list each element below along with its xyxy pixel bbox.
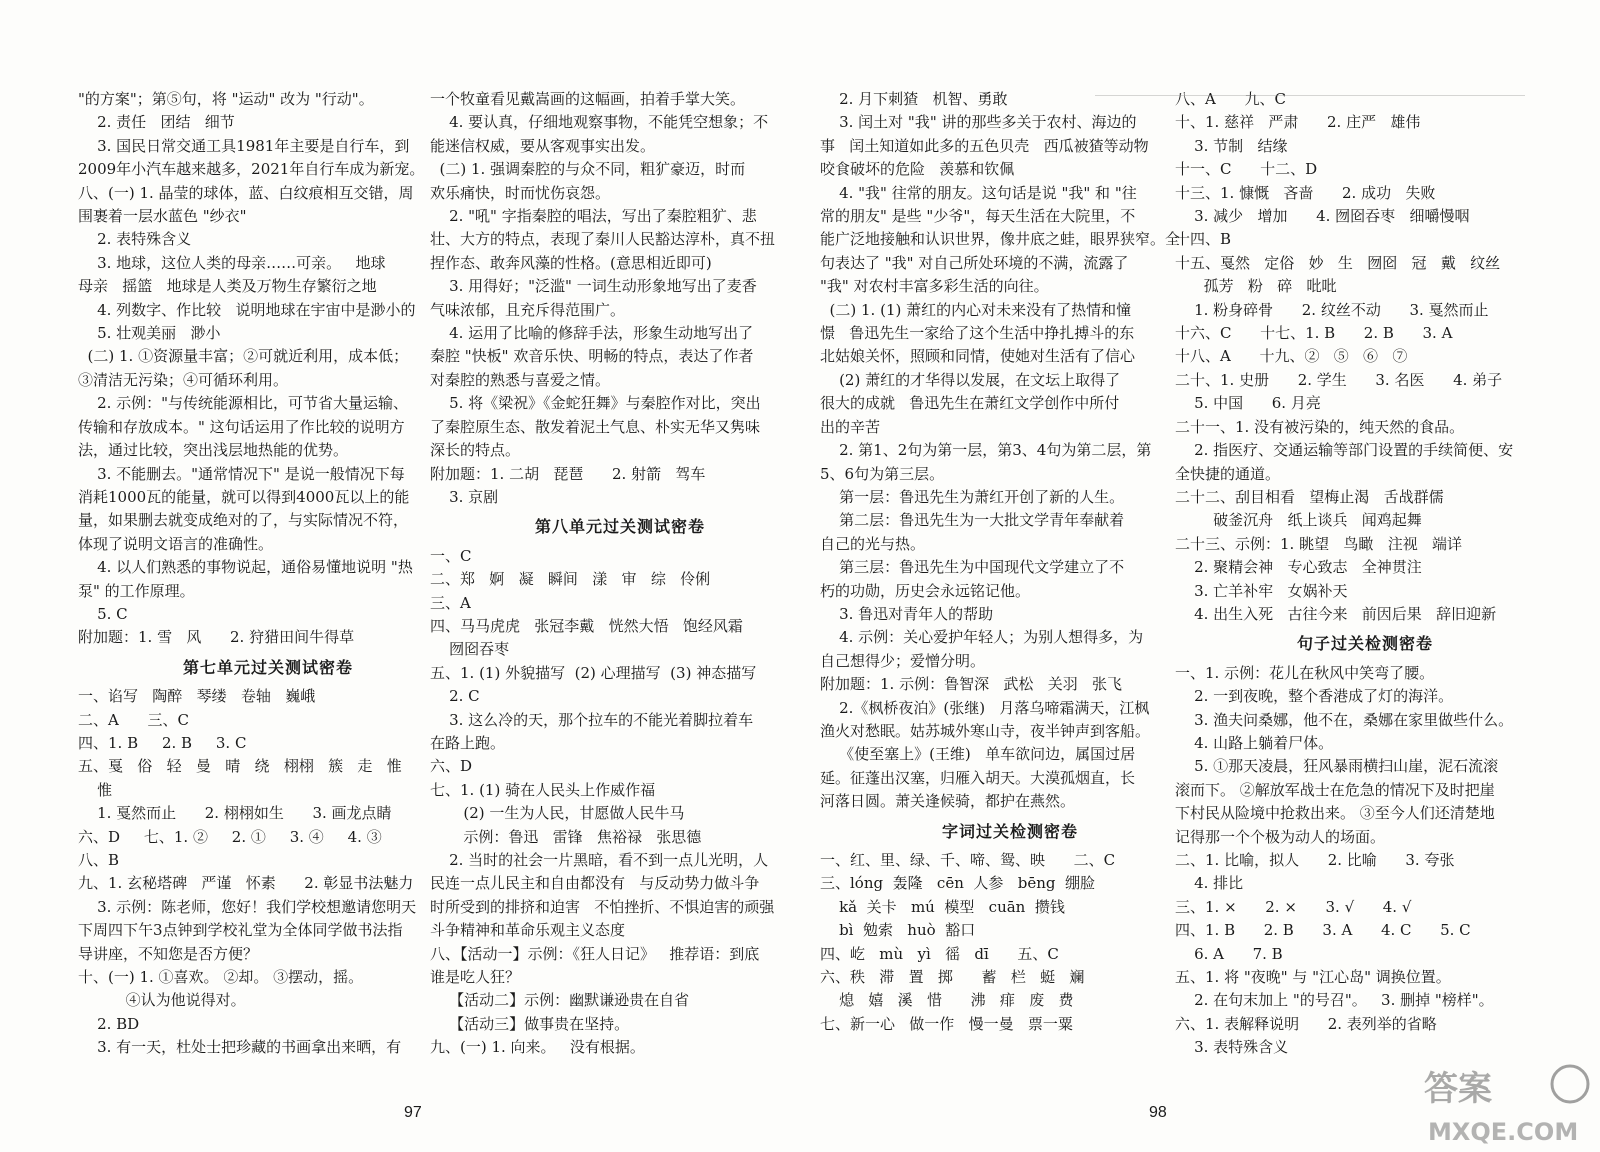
answer-line: 在路上跑。 [430, 733, 506, 752]
answer-line: 2. C [430, 687, 480, 706]
answer-line: 对秦腔的熟悉与喜爱之情。 [430, 370, 611, 389]
column-2 [430, 88, 810, 1060]
answer-line: 十一、C 十二、D [1175, 160, 1318, 179]
answer-line: 秦腔 "快板" 欢音乐快、明畅的特点，表达了作者 [430, 347, 754, 366]
answer-line: 谁是吃人狂？ [430, 968, 521, 987]
answer-line: 第一层：鲁迅先生为萧红开创了新的人生。 [820, 487, 1125, 506]
answer-line: 3. 示例：陈老师，您好！我们学校想邀请您明天 [78, 897, 417, 916]
answer-line: 二、1. 比喻，拟人 2. 比喻 3. 夸张 [1175, 851, 1455, 869]
answer-line: 4. 示例：关心爱护年轻人；为别人想得多，为 [820, 628, 1144, 647]
answer-line: 【活动二】示例：幽默谦逊贵在自省 [430, 991, 690, 1010]
answer-line: 气味浓郁，且充斥得范围广。 [430, 300, 626, 319]
answer-line: 能广泛地接触和认识世界，像井底之蛙，眼界狭窄。全 [820, 230, 1181, 249]
answer-line: 传输和存放成本。" 这句话运用了作比较的说明方 [78, 417, 405, 436]
answer-line: 十五、戛然 定俗 妙 生 囫囵 冠 戴 纹丝 [1175, 253, 1501, 272]
page-number-right: 98 [1149, 1104, 1167, 1121]
answer-line: 3. 渔夫问桑娜，他不在，桑娜在家里做些什么。 [1175, 710, 1514, 729]
answer-line: 朽的功勋，历史会永远铭记他。 [820, 581, 1031, 600]
page-number-left: 97 [404, 1104, 422, 1121]
answer-line: 十八、A 十九、② ⑤ ⑥ ⑦ [1175, 347, 1408, 366]
answer-line: 自己想得少；爱憎分明。 [820, 651, 986, 670]
answer-line: 2. 示例："与传统能源相比，可节省大量运输、 [78, 394, 409, 413]
answer-line: 2. 在句末加上 "的号召"。 3. 删掉 "榜样"。 [1175, 991, 1494, 1010]
answer-line: 2.《枫桥夜泊》(张继) 月落乌啼霜满天，江枫 [820, 698, 1150, 717]
answer-line: "的方案"；第⑤句，将 "运动" 改为 "行动"。 [78, 90, 374, 108]
answer-line: 《使至塞上》(王维) 单车欲问边，属国过居 [820, 745, 1136, 764]
answer-line: kǎ 关卡 mú 模型 cuān 攒钱 [820, 897, 1065, 916]
answer-line: 5. 将《梁祝》《金蛇狂舞》与秦腔作对比，突出 [430, 394, 761, 413]
answer-line: 八、(一) 1. 晶莹的球体，蓝、白纹痕相互交错，周 [78, 183, 414, 202]
answer-line: 5、6句为第三层。 [820, 464, 945, 483]
answer-line: 1. 戛然而止 2. 栩栩如生 3. 画龙点睛 [78, 804, 392, 823]
answer-line: 3. 表特殊含义 [1175, 1038, 1289, 1057]
answer-line: 量，如果删去就变成绝对的了，与实际情况不符， [78, 511, 409, 530]
answer-line: (2) 一生为人民，甘愿做人民牛马 [430, 804, 685, 823]
answer-line: 3. 国民日常交通工具1981年主要是自行车，到 [78, 136, 410, 155]
answer-line: 孤芳 粉 碎 吡吡 [1175, 277, 1337, 296]
answer-line: 熄 嬉 溪 惜 沸 痱 废 费 [820, 991, 1074, 1010]
answer-line: 咬食破坏的危险 羡慕和钦佩 [820, 160, 1015, 179]
answer-line: 四、马马虎虎 张冠李戴 恍然大悟 饱经风霜 [430, 616, 743, 635]
answer-line: 3. 闰土对 "我" 讲的那些多关于农村、海边的 [820, 113, 1137, 132]
answer-line: 一、C [430, 546, 472, 565]
answer-line: 2. 指医疗、交通运输等部门设置的手续简便、安 [1175, 441, 1514, 460]
answer-line: 四、屹 mù yì 徭 dī 五、C [820, 944, 1059, 963]
answer-line: 4. 排比 [1175, 874, 1244, 893]
answer-line: 二十二、刮目相看 望梅止渴 舌战群儒 [1175, 487, 1444, 506]
answer-line: ③清洁无污染；④可循环利用。 [78, 370, 289, 389]
answer-line: 五、戛 俗 轻 曼 晴 绕 栩栩 簇 走 惟 [78, 757, 402, 776]
answer-line: 捏作态、敢奔风藻的性格。(意思相近即可) [430, 253, 712, 272]
answer-line: 滚而下。 ②解放军战士在危急的情况下及时把崖 [1175, 780, 1495, 799]
column-1 [78, 88, 458, 1060]
answer-line: 深长的特点。 [430, 441, 521, 460]
answer-line: 附加题：1. 二胡 琵琶 2. 射箭 驾车 [430, 464, 706, 483]
header-rule [1095, 95, 1525, 96]
answer-line: 欢乐痛快，时而忧伤哀怨。 [430, 183, 611, 202]
answer-line: (二) 1. ①资源量丰富；②可就近利用，成本低； [78, 347, 409, 366]
answer-line: 消耗1000瓦的能量，就可以得到4000瓦以上的能 [78, 487, 410, 506]
answer-line: 2. 责任 团结 细节 [78, 113, 235, 132]
answer-line: 3. 京剧 [430, 487, 499, 506]
answer-line: 河落日圆。萧关逢候骑，都护在燕然。 [820, 792, 1076, 811]
answer-line: 八、B [78, 851, 120, 869]
answer-line: 四、1. B 2. B 3. A 4. C 5. C [1175, 921, 1471, 940]
answer-line: 二十三、示例：1. 眺望 鸟瞰 注视 端详 [1175, 534, 1462, 553]
answer-line: 一、1. 示例：花儿在秋风中笑弯了腰。 [1175, 663, 1435, 682]
svg-text:答案: 答案 [1424, 1069, 1492, 1109]
answer-line: 五、1. (1) 外貌描写 (2) 心理描写 (3) 神态描写 [430, 663, 757, 682]
answer-line: 3. 不能删去。"通常情况下" 是说一般情况下每 [78, 464, 405, 483]
answer-line: 延。征蓬出汉塞，归雁入胡天。大漠孤烟直，长 [820, 768, 1136, 787]
svg-text:MXQE.COM: MXQE.COM [1428, 1118, 1579, 1146]
answer-line: (2) 萧红的才华得以发展，在文坛上取得了 [820, 370, 1121, 389]
answer-line: 法，通过比较，突出浅层地热能的优势。 [78, 441, 349, 460]
answer-line: 八、A 九、C [1175, 90, 1286, 108]
answer-line: 囫囵吞枣 [430, 640, 510, 659]
column-4 [1175, 88, 1555, 1060]
answer-line: 导讲座，不知您是否方便？ [78, 944, 259, 963]
answer-line: 很大的成就 鲁迅先生在萧红文学创作中所付 [820, 394, 1120, 413]
answer-line: 七、1. (1) 骑在人民头上作威作福 [430, 780, 656, 799]
section-title: 字词过关检测密卷 [941, 821, 1078, 841]
answer-line: 十三、1. 慷慨 吝啬 2. 成功 失败 [1175, 183, 1436, 202]
answer-line: 七、新一心 做一作 慢一曼 票一粟 [820, 1014, 1073, 1033]
answer-line: 十六、C 十七、1. B 2. B 3. A [1175, 324, 1453, 343]
answer-line: 句表达了 "我" 对自己所处环境的不满，流露了 [820, 253, 1129, 272]
answer-line: 4. 运用了比喻的修辞手法，形象生动地写出了 [430, 324, 754, 343]
answer-line: 十四、B [1175, 230, 1232, 249]
answer-line: 一、红、里、绿、千、啼、鸳、映 二、C [820, 851, 1116, 869]
answer-line: 惟 [78, 780, 113, 799]
answer-line: 3. 有一天，杜处士把珍藏的书画拿出来晒，有 [78, 1038, 402, 1057]
answer-line: 2. 聚精会神 专心致志 全神贯注 [1175, 558, 1422, 577]
answer-line: 能迷信权威，要从客观事实出发。 [430, 136, 656, 155]
answer-line: (二) 1. (1) 萧红的内心对未来没有了热情和憧 [820, 300, 1132, 319]
answer-line: 2. BD [78, 1014, 140, 1033]
answer-line: 附加题：1. 示例：鲁智深 武松 关羽 张飞 [820, 675, 1122, 694]
answer-line: (二) 1. 强调秦腔的与众不同，粗犷豪迈，时而 [430, 160, 746, 179]
answer-line: 五、1. 将 "夜晚" 与 "江心岛" 调换位置。 [1175, 968, 1451, 987]
answer-line: 破釜沉舟 纸上谈兵 闻鸡起舞 [1175, 511, 1422, 530]
answer-line: 三、1. × 2. × 3. √ 4. √ [1175, 897, 1412, 916]
answer-line: 4. 列数字、作比较 说明地球在宇宙中是渺小的 [78, 300, 416, 319]
answer-line: 5. 中国 6. 月亮 [1175, 394, 1321, 413]
answer-line: 二十、1. 史册 2. 学生 3. 名医 4. 弟子 [1175, 370, 1503, 389]
answer-line: 第二层：鲁迅先生为一大批文学青年奉献着 [820, 511, 1125, 530]
answer-line: 3. 减少 增加 4. 囫囵吞枣 细嚼慢咽 [1175, 207, 1470, 226]
answer-line: 常的朋友" 是些 "少爷"，每天生活在大院里，不 [820, 207, 1136, 226]
column-3 [820, 88, 1200, 1036]
answer-line: 下村民从险境中抢救出来。 ③至今人们还清楚地 [1175, 804, 1495, 823]
answer-line: 围裹着一层水蓝色 "纱衣" [78, 207, 247, 226]
answer-line: 二、郑 婀 凝 瞬间 漾 审 综 伶俐 [430, 570, 711, 589]
answer-line: 九、1. 玄秘塔碑 严谨 怀素 2. 彰显书法魅力 [78, 874, 414, 893]
answer-line: 九、(一) 1. 向来。 没有根据。 [430, 1038, 645, 1057]
section-title: 句子过关检测密卷 [1296, 634, 1433, 654]
watermark-logo [1420, 1060, 1590, 1148]
answer-line: 十、(一) 1. ①喜欢。 ②却。 ③摆动，摇。 [78, 968, 364, 987]
section-title: 第七单元过关测试密卷 [182, 657, 353, 677]
section-title: 第八单元过关测试密卷 [534, 517, 705, 537]
answer-line: 二、A 三、C [78, 710, 189, 729]
answer-line: 十、1. 慈祥 严肃 2. 庄严 雄伟 [1175, 113, 1421, 132]
answer-line: 三、lóng 轰隆 cēn 人参 bēng 绷脸 [820, 874, 1095, 893]
answer-line: 4. 山路上躺着尸体。 [1175, 733, 1334, 752]
answer-line: 5. 壮观美丽 渺小 [78, 324, 221, 343]
answer-line: 2. 月下刺猹 机智、勇敢 [820, 90, 1008, 108]
answer-line: 母亲 摇篮 地球是人类及万物生存繁衍之地 [78, 277, 377, 296]
answer-line: "我" 对农村丰富多彩生活的向往。 [820, 277, 1049, 296]
answer-line: 3. 节制 结缘 [1175, 136, 1288, 155]
answer-line: 六、D 七、1. ② 2. ① 3. ④ 4. ③ [78, 827, 382, 846]
answer-line: 八、【活动一】示例：《狂人日记》 推荐语：到底 [430, 944, 760, 963]
answer-line: 示例：鲁迅 雷锋 焦裕禄 张思德 [430, 827, 702, 846]
answer-line: 3. 亡羊补牢 女娲补天 [1175, 581, 1348, 600]
answer-line: 记得那一个个极为动人的场面。 [1175, 827, 1386, 846]
answer-line: 事 闰土知道如此多的五色贝壳 西瓜被猹等动物 [820, 136, 1149, 155]
answer-line: 体现了说明文语言的准确性。 [78, 534, 274, 553]
answer-line: 6. A 7. B [1175, 944, 1283, 963]
answer-line: 2. 表特殊含义 [78, 230, 192, 249]
answer-line: 4. "我" 往常的朋友。这句话是说 "我" 和 "往 [820, 183, 1137, 202]
answer-line: bì 勉索 huò 豁口 [820, 921, 976, 940]
answer-line: 六、1. 表解释说明 2. 表列举的省略 [1175, 1014, 1437, 1033]
answer-line: 1. 粉身碎骨 2. 纹丝不动 3. 戛然而止 [1175, 300, 1489, 319]
answer-line: 了秦腔原生态、散发着泥土气息、朴实无华又隽味 [430, 417, 761, 436]
answer-line: 下周四下午3点钟到学校礼堂为全体同学做书法指 [78, 921, 403, 940]
answer-line: 附加题：1. 雪 风 2. 狩猎田间牛得草 [78, 628, 355, 647]
answer-line: 4. 出生入死 古往今来 前因后果 辞旧迎新 [1175, 604, 1497, 623]
answer-line: 自己的光与热。 [820, 534, 926, 553]
answer-line: 2. 一到夜晚，整个香港成了灯的海洋。 [1175, 687, 1454, 706]
answer-line: 时所受到的排挤和迫害 不怕挫折、不惧迫害的顽强 [430, 897, 775, 916]
answer-line: 一个牧童看见戴嵩画的这幅画，拍着手掌大笑。 [430, 90, 746, 108]
answer-line: 2. "吼" 字指秦腔的唱法，写出了秦腔粗犷、悲 [430, 207, 757, 226]
answer-line: 六、秩 滞 置 掷 蓄 栏 蜓 斓 [820, 968, 1085, 987]
answer-line: 3. 这么冷的天，那个拉车的不能光着脚拉着车 [430, 710, 754, 729]
answer-line: 第三层：鲁迅先生为中国现代文学建立了不 [820, 558, 1125, 577]
answer-line: 三、A [430, 593, 471, 612]
answer-line: 2. 当时的社会一片黑暗，看不到一点儿光明，人 [430, 851, 769, 869]
answer-line: 5. C [78, 604, 128, 623]
answer-line: 5. ①那天凌晨，狂风暴雨横扫山崖，泥石流滚 [1175, 757, 1499, 776]
answer-line: 民连一点儿民主和自由都没有 与反动势力做斗争 [430, 874, 760, 893]
answer-line: 憬 鲁迅先生一家给了这个生活中挣扎搏斗的东 [820, 324, 1135, 343]
answer-line: 2009年小汽车越来越多，2021年自行车成为新宠。 [78, 160, 425, 179]
answer-line: 4. 要认真，仔细地观察事物，不能凭空想象；不 [430, 113, 769, 132]
answer-line: 出的辛苦 [820, 417, 881, 436]
answer-line: 3. 鲁迅对青年人的帮助 [820, 604, 994, 623]
answer-line: 泵" 的工作原理。 [78, 581, 195, 600]
answer-line: 北姑娘关怀，照顾和同情，使她对生活有了信心 [820, 347, 1136, 366]
answer-line: 3. 地球，这位人类的母亲……可亲。 地球 [78, 253, 386, 272]
answer-line: 渔火对愁眠。姑苏城外寒山寺，夜半钟声到客船。 [820, 721, 1151, 740]
answer-line: 壮、大方的特点，表现了秦川人民豁达淳朴，真不扭 [430, 230, 776, 249]
answer-line: 3. 用得好；"泛滥" 一词生动形象地写出了麦香 [430, 277, 757, 296]
answer-line: 【活动三】做事贵在坚持。 [430, 1014, 630, 1033]
answer-line: 四、1. B 2. B 3. C [78, 733, 247, 752]
answer-line: 斗争精神和革命乐观主义态度 [430, 921, 626, 940]
answer-line: ④认为他说得对。 [78, 991, 246, 1010]
answer-line: 六、D [430, 757, 473, 776]
answer-line: 4. 以人们熟悉的事物说起，通俗易懂地说明 "热 [78, 558, 413, 577]
answer-line: 全快捷的通道。 [1175, 464, 1281, 483]
answer-line: 2. 第1、2句为第一层，第3、4句为第二层，第 [820, 441, 1152, 460]
answer-line: 一、谄写 陶醉 琴缕 卷轴 巍峨 [78, 687, 316, 706]
answer-line: 二十一、1. 没有被污染的，纯天然的食品。 [1175, 417, 1465, 436]
